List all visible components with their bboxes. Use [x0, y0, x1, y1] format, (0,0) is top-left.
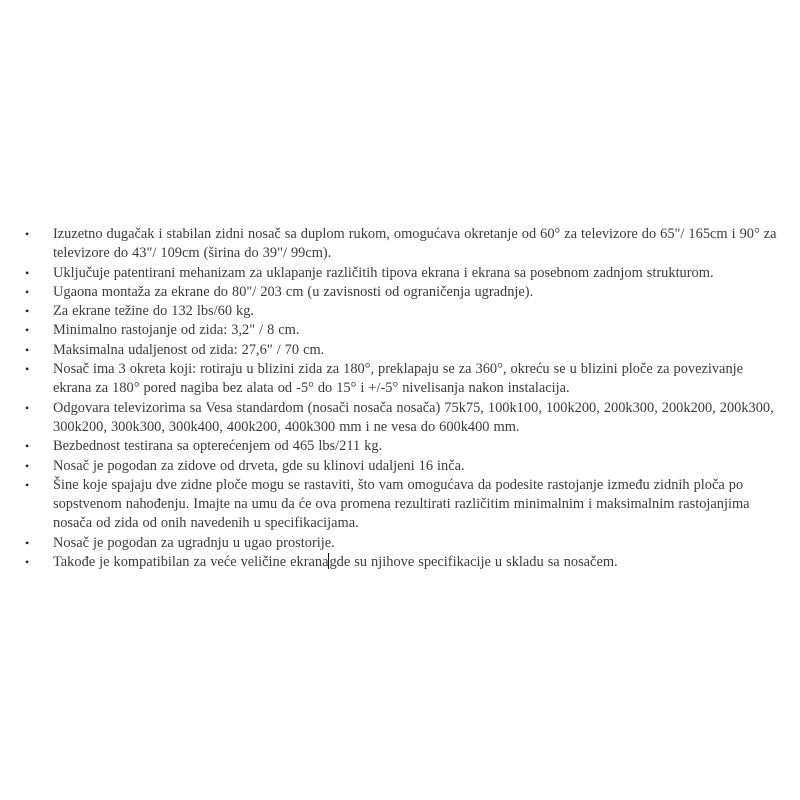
list-item-text: Maksimalna udaljenost od zida: 27,6" / 70 cm. — [53, 341, 325, 358]
list-item — [25, 476, 785, 534]
bullet-icon: • — [25, 400, 30, 415]
bullet-icon: • — [25, 362, 30, 377]
list-item — [25, 457, 785, 476]
bullet-icon: • — [25, 458, 30, 473]
bullet-icon: • — [25, 284, 30, 299]
list-item — [25, 321, 785, 340]
list-item-text: Nosač je pogodan za zidove od drveta, gde su klinovi udaljeni 16 inča. — [53, 457, 465, 474]
list-item-text: Izuzetno dugačak i stabilan zidni nosač sa duplom rukom, omogućava okretanje od 60° za televizore do 65"/ 165cm i 90° za televizore do 43"/ 109cm (širina do 39"/ 99cm). — [53, 226, 777, 262]
bullet-icon: • — [25, 227, 30, 241]
bullet-icon: • — [25, 342, 30, 357]
list-item-text: Odgovara televizorima sa Vesa standardom (nosači nosača nosača) 75k75, 100k100, 100k200, 200k300, 200k200, 200k300, 300k200, 300k300, 300k400, 400k200, 400k300 mm i ne vesa do 600k400 mm. — [53, 399, 774, 435]
list-item — [25, 437, 785, 456]
list-item-text: Nosač ima 3 okreta koji: rotiraju u blizini zida za 180°, preklapaju se za 360°, okreću se u blizini ploče za povezivanje ekrana za 180° pored nagiba bez alata od -5° do 15° i +/-5° nivelisanja nakon instalacija. — [53, 361, 744, 397]
bullet-icon: • — [25, 477, 30, 492]
list-item-text: Ugaona montaža za ekrane do 80"/ 203 cm (u zavisnosti od ograničenja ugradnje). — [53, 283, 534, 300]
list-item-text: Takođe je kompatibilan za veće veličine ekrana — [53, 554, 329, 571]
list-item — [25, 553, 785, 572]
list-item — [25, 302, 785, 321]
list-item-text: Nosač je pogodan za ugradnju u ugao prostorije. — [53, 534, 335, 551]
list-item-text: Minimalno rastojanje od zida: 3,2" / 8 cm. — [53, 322, 300, 339]
bullet-icon: • — [25, 304, 30, 319]
bullet-icon: • — [25, 265, 30, 280]
list-item-text: Šine koje spajaju dve zidne ploče mogu se rastaviti, što vam omogućava da podesite rastojanje između zidnih ploča po sopstvenom nahođenju. Imajte na umu da će ova promena rezultirati različitim minimalnim i maksimalnim rastojanjima nosača od zida od onih navedenih u specifikacijama. — [53, 476, 750, 532]
list-item-text: Bezbednost testirana sa opterećenjem od 465 lbs/211 kg. — [53, 438, 383, 455]
bullet-icon: • — [25, 535, 30, 550]
list-item-text: Za ekrane težine do 132 lbs/60 kg. — [53, 303, 255, 320]
list-item — [25, 360, 785, 399]
list-item-text: Uključuje patentirani mehanizam za uklapanje različitih tipova ekrana i ekrana sa posebnom zadnjom strukturom. — [53, 264, 714, 281]
list-item — [25, 341, 785, 360]
list-item — [25, 225, 785, 264]
list-item-text-continued: gde su njihove specifikacije u skladu sa nosačem. — [329, 554, 618, 571]
bullet-icon: • — [25, 323, 30, 338]
bullet-icon: • — [25, 555, 30, 570]
list-item — [25, 264, 785, 283]
list-item — [25, 283, 785, 302]
list-item — [25, 534, 785, 553]
spec-bullet-list — [25, 225, 785, 572]
list-item — [25, 399, 785, 438]
bullet-icon: • — [25, 439, 30, 454]
